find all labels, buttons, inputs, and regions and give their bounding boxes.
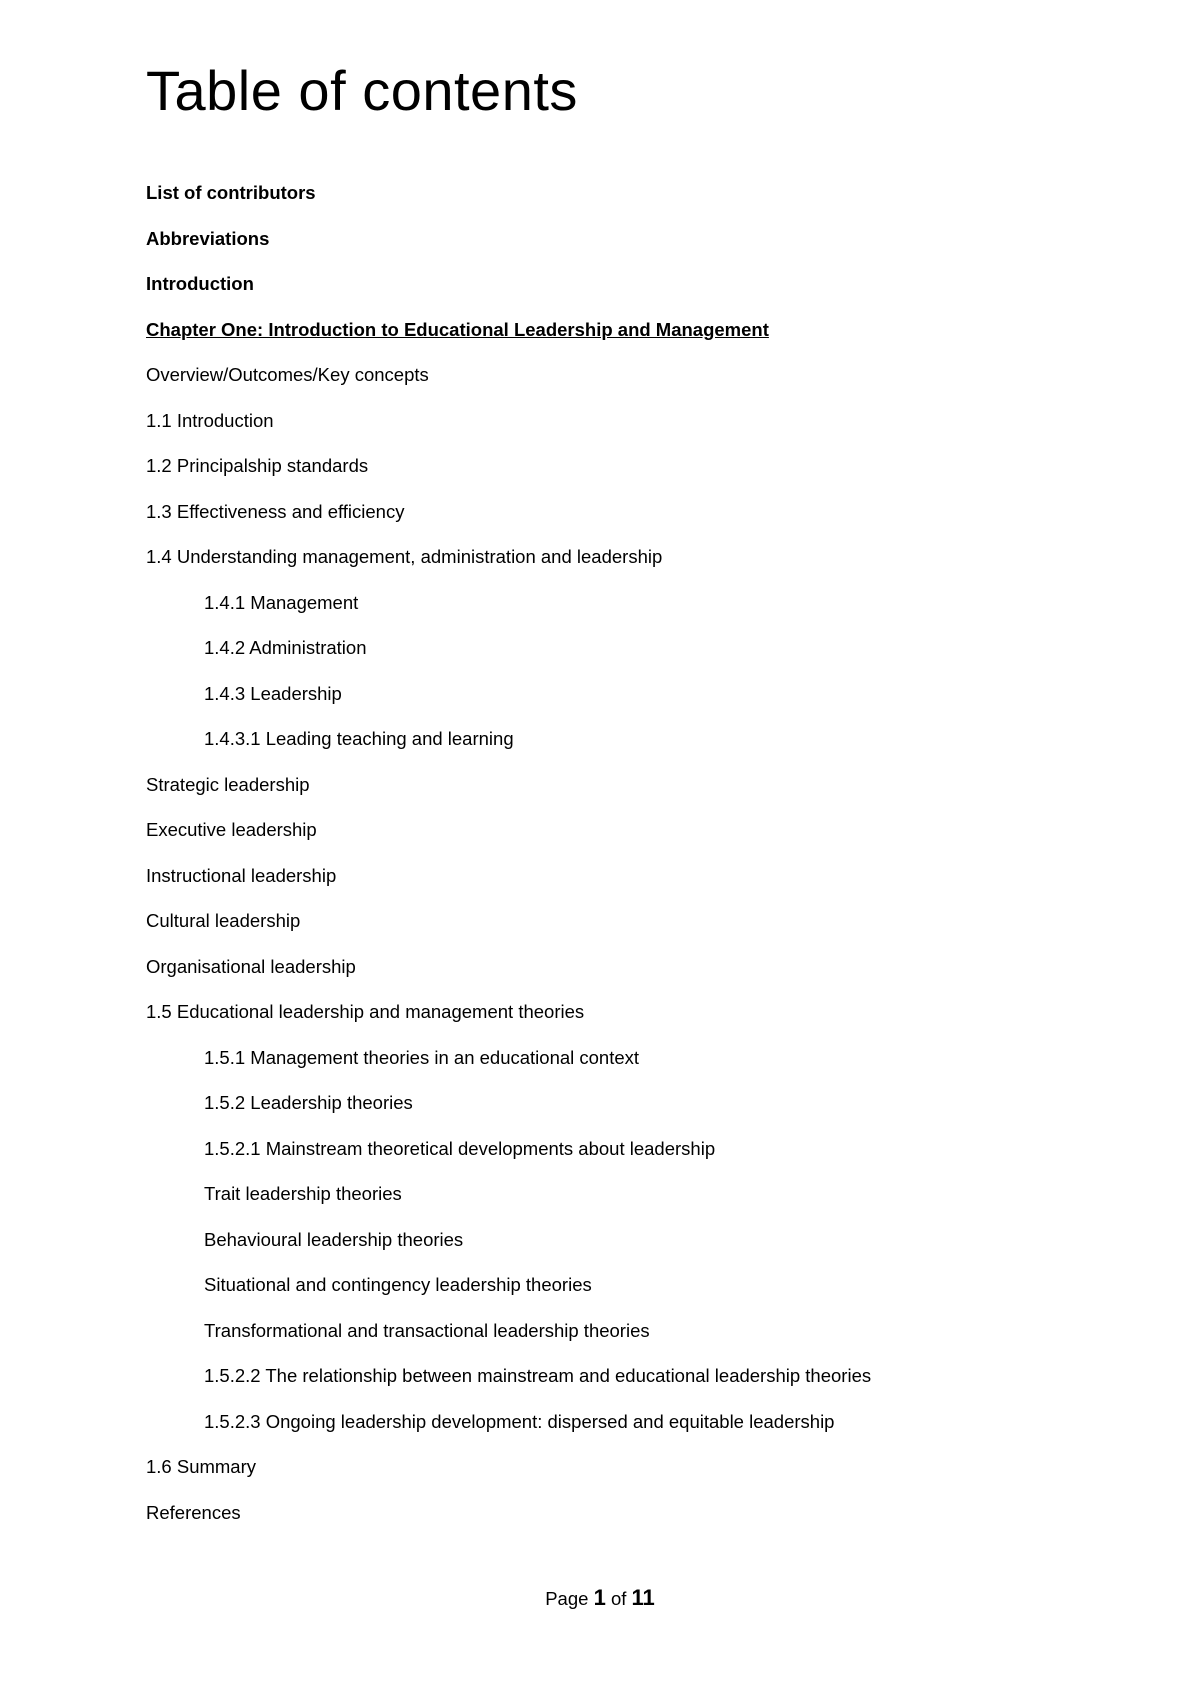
toc-entry: 1.4.3.1 Leading teaching and learning [204,728,514,749]
toc-entry: Cultural leadership [146,910,301,931]
toc-entry: 1.5 Educational leadership and management theories [146,1001,585,1022]
toc-entry: Introduction [146,273,254,294]
toc-entry: 1.5.2.2 The relationship between mainstream and educational leadership theories [204,1365,872,1386]
toc-entry: References [146,1501,241,1523]
toc-entry: 1.1 Introduction [146,409,274,431]
toc-entry: Trait leadership theories [204,1183,402,1204]
total-pages-number: 11 [631,1585,655,1610]
toc-entry: 1.3 Effectiveness and efficiency [146,500,405,522]
toc-entry: 1.5.2.3 Ongoing leadership development: dispersed and equitable leadership [204,1410,835,1432]
toc-entry: Situational and contingency leadership theories [204,1274,592,1295]
toc-entry: 1.4.3 Leadership [204,682,342,704]
toc-entry: Organisational leadership [146,955,356,977]
toc-entry: Abbreviations [146,227,270,249]
toc-entry: 1.2 Principalship standards [146,455,369,476]
page-title: Table of contents [146,59,578,122]
toc-entry: List of contributors [146,182,316,203]
toc-entry: 1.4.2 Administration [204,637,367,658]
toc-entry: 1.5.2 Leadership theories [204,1092,413,1113]
toc-entry: 1.4 Understanding management, administration and leadership [146,546,663,567]
toc-entry: 1.5.2.1 Mainstream theoretical developments about leadership [204,1137,716,1159]
toc-entry: 1.6 Summary [146,1456,257,1477]
toc-entry: Overview/Outcomes/Key concepts [146,364,429,385]
toc-entry: Behavioural leadership theories [204,1228,464,1250]
toc-entry: 1.4.1 Management [204,591,359,613]
toc-entry: Instructional leadership [146,864,337,886]
toc-chapter-heading: Chapter One: Introduction to Educational Leadership and Management [146,318,769,340]
toc-entry: Transformational and transactional leadership theories [204,1319,650,1341]
of-label: of [610,1588,627,1609]
page-label: Page [545,1588,589,1609]
toc-entry: 1.5.1 Management theories in an educational context [204,1046,640,1068]
current-page-number: 1 [593,1585,606,1610]
toc-entry: Strategic leadership [146,773,310,795]
table-of-contents-list [146,183,1146,1548]
page-footer [0,1586,1200,1611]
toc-entry: Executive leadership [146,819,317,840]
